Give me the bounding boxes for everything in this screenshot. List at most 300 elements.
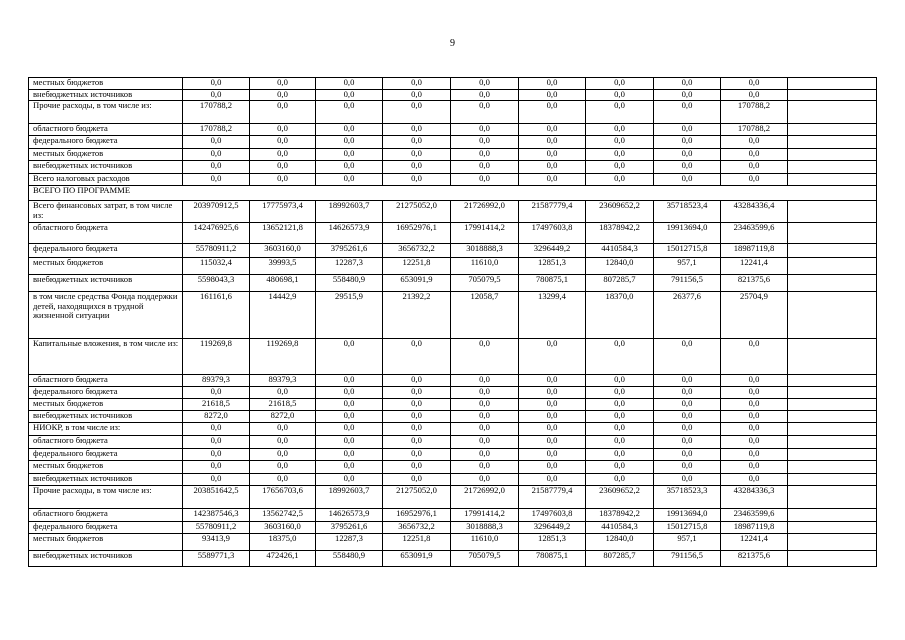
empty-cell	[788, 275, 877, 292]
value-cell: 0,0	[316, 149, 383, 161]
value-cell: 39993,5	[250, 258, 316, 275]
value-cell: 0,0	[654, 339, 721, 375]
row-label: Прочие расходы, в том числе из:	[29, 486, 183, 509]
value-cell: 16952976,1	[383, 509, 451, 522]
value-cell: 0,0	[586, 78, 654, 90]
empty-cell	[788, 161, 877, 174]
row-label: федерального бюджета	[29, 522, 183, 534]
empty-cell	[788, 399, 877, 411]
value-cell: 0,0	[586, 474, 654, 486]
value-cell: 43284336,3	[721, 486, 788, 509]
empty-cell	[788, 136, 877, 149]
table-row	[29, 411, 877, 423]
value-cell: 0,0	[654, 101, 721, 124]
value-cell: 12287,3	[316, 258, 383, 275]
value-cell: 16952976,1	[383, 223, 451, 244]
value-cell: 12851,3	[519, 534, 586, 551]
row-label: федерального бюджета	[29, 449, 183, 461]
value-cell: 0,0	[451, 399, 519, 411]
value-cell: 0,0	[250, 149, 316, 161]
value-cell: 0,0	[654, 423, 721, 436]
table-row	[29, 551, 877, 567]
value-cell: 558480,9	[316, 551, 383, 567]
empty-cell	[788, 486, 877, 509]
value-cell: 14442,9	[250, 292, 316, 339]
value-cell: 0,0	[519, 461, 586, 474]
empty-cell	[788, 223, 877, 244]
section-header-row	[29, 186, 877, 201]
value-cell: 0,0	[451, 375, 519, 387]
value-cell: 0,0	[519, 78, 586, 90]
empty-cell	[788, 534, 877, 551]
value-cell: 0,0	[316, 387, 383, 399]
row-label: местных бюджетов	[29, 399, 183, 411]
value-cell: 0,0	[721, 90, 788, 101]
row-label: Капитальные вложения, в том числе из:	[29, 339, 183, 375]
empty-cell	[788, 101, 877, 124]
value-cell: 0,0	[451, 474, 519, 486]
row-label: областного бюджета	[29, 124, 183, 136]
value-cell: 0,0	[451, 78, 519, 90]
value-cell: 4410584,3	[586, 522, 654, 534]
table-row	[29, 436, 877, 449]
value-cell: 0,0	[383, 461, 451, 474]
value-cell: 12058,7	[451, 292, 519, 339]
value-cell: 0,0	[654, 411, 721, 423]
value-cell: 0,0	[451, 449, 519, 461]
row-label: внебюджетных источников	[29, 551, 183, 567]
value-cell: 0,0	[383, 449, 451, 461]
value-cell: 0,0	[451, 136, 519, 149]
row-label: федерального бюджета	[29, 136, 183, 149]
value-cell: 0,0	[250, 136, 316, 149]
value-cell: 5598043,3	[183, 275, 250, 292]
value-cell: 35718523,4	[654, 201, 721, 223]
row-label: местных бюджетов	[29, 78, 183, 90]
value-cell: 89379,3	[183, 375, 250, 387]
value-cell: 0,0	[383, 174, 451, 186]
value-cell: 0,0	[383, 136, 451, 149]
table-row	[29, 244, 877, 258]
row-label: Всего налоговых расходов	[29, 174, 183, 186]
value-cell: 0,0	[721, 474, 788, 486]
value-cell: 0,0	[721, 449, 788, 461]
value-cell: 780875,1	[519, 551, 586, 567]
table-row	[29, 161, 877, 174]
value-cell: 18987119,8	[721, 244, 788, 258]
empty-cell	[788, 387, 877, 399]
empty-cell	[788, 551, 877, 567]
budget-table	[28, 77, 877, 567]
value-cell: 0,0	[519, 375, 586, 387]
table-row	[29, 174, 877, 186]
value-cell: 653091,9	[383, 275, 451, 292]
value-cell: 0,0	[586, 161, 654, 174]
value-cell: 13562742,5	[250, 509, 316, 522]
row-label: местных бюджетов	[29, 258, 183, 275]
value-cell: 0,0	[316, 101, 383, 124]
value-cell: 21275052,0	[383, 201, 451, 223]
value-cell: 0,0	[654, 449, 721, 461]
value-cell: 0,0	[654, 399, 721, 411]
value-cell: 18992603,7	[316, 201, 383, 223]
value-cell: 0,0	[721, 399, 788, 411]
value-cell: 0,0	[451, 411, 519, 423]
value-cell: 0,0	[586, 90, 654, 101]
value-cell: 0,0	[721, 339, 788, 375]
value-cell: 0,0	[519, 449, 586, 461]
value-cell: 0,0	[183, 149, 250, 161]
value-cell: 480698,1	[250, 275, 316, 292]
value-cell: 12851,3	[519, 258, 586, 275]
value-cell: 0,0	[451, 149, 519, 161]
value-cell: 0,0	[519, 161, 586, 174]
table-row	[29, 387, 877, 399]
value-cell: 705079,5	[451, 275, 519, 292]
value-cell: 0,0	[654, 436, 721, 449]
table-row	[29, 78, 877, 90]
value-cell: 21726992,0	[451, 201, 519, 223]
value-cell: 0,0	[316, 474, 383, 486]
row-label: областного бюджета	[29, 375, 183, 387]
value-cell: 0,0	[654, 124, 721, 136]
value-cell: 0,0	[383, 387, 451, 399]
empty-cell	[788, 509, 877, 522]
value-cell: 12251,8	[383, 258, 451, 275]
value-cell: 0,0	[183, 423, 250, 436]
value-cell: 14626573,9	[316, 223, 383, 244]
value-cell: 5589771,3	[183, 551, 250, 567]
value-cell: 0,0	[586, 449, 654, 461]
value-cell: 0,0	[586, 375, 654, 387]
value-cell: 17656703,6	[250, 486, 316, 509]
value-cell: 0,0	[451, 461, 519, 474]
value-cell: 3795261,6	[316, 522, 383, 534]
value-cell: 11610,0	[451, 258, 519, 275]
empty-cell	[788, 411, 877, 423]
value-cell: 0,0	[721, 149, 788, 161]
empty-cell	[788, 90, 877, 101]
value-cell: 0,0	[519, 174, 586, 186]
value-cell: 13652121,8	[250, 223, 316, 244]
value-cell: 8272,0	[250, 411, 316, 423]
empty-cell	[788, 78, 877, 90]
value-cell: 0,0	[250, 423, 316, 436]
value-cell: 807285,7	[586, 551, 654, 567]
value-cell: 0,0	[519, 411, 586, 423]
value-cell: 472426,1	[250, 551, 316, 567]
value-cell: 0,0	[721, 78, 788, 90]
value-cell: 0,0	[250, 124, 316, 136]
value-cell: 0,0	[721, 423, 788, 436]
value-cell: 0,0	[383, 436, 451, 449]
empty-cell	[788, 375, 877, 387]
value-cell: 170788,2	[721, 124, 788, 136]
value-cell: 0,0	[721, 436, 788, 449]
value-cell: 3656732,2	[383, 244, 451, 258]
table-row	[29, 461, 877, 474]
value-cell: 705079,5	[451, 551, 519, 567]
value-cell: 0,0	[183, 136, 250, 149]
value-cell: 0,0	[451, 436, 519, 449]
value-cell: 23609652,2	[586, 201, 654, 223]
row-label: Прочие расходы, в том числе из:	[29, 101, 183, 124]
value-cell: 119269,8	[183, 339, 250, 375]
value-cell: 0,0	[721, 136, 788, 149]
table-row	[29, 223, 877, 244]
table-row	[29, 101, 877, 124]
value-cell: 18987119,8	[721, 522, 788, 534]
value-cell: 0,0	[519, 423, 586, 436]
value-cell: 0,0	[586, 423, 654, 436]
empty-cell	[788, 436, 877, 449]
empty-cell	[788, 124, 877, 136]
value-cell: 3296449,2	[519, 522, 586, 534]
value-cell: 0,0	[383, 474, 451, 486]
value-cell: 0,0	[250, 78, 316, 90]
row-label: внебюджетных источников	[29, 275, 183, 292]
value-cell: 0,0	[721, 161, 788, 174]
value-cell: 0,0	[383, 101, 451, 124]
value-cell: 0,0	[654, 161, 721, 174]
value-cell: 0,0	[721, 174, 788, 186]
value-cell: 0,0	[250, 461, 316, 474]
value-cell: 0,0	[654, 136, 721, 149]
value-cell: 0,0	[654, 174, 721, 186]
value-cell: 0,0	[451, 161, 519, 174]
value-cell: 0,0	[519, 136, 586, 149]
value-cell: 12241,4	[721, 534, 788, 551]
table-row	[29, 124, 877, 136]
value-cell: 8272,0	[183, 411, 250, 423]
table-row	[29, 339, 877, 375]
value-cell: 0,0	[183, 387, 250, 399]
value-cell: 0,0	[316, 174, 383, 186]
row-label: в том числе средства Фонда поддержки детей, находящихся в трудной жизненной ситуации	[29, 292, 183, 339]
value-cell: 0,0	[316, 161, 383, 174]
value-cell: 0,0	[383, 423, 451, 436]
value-cell: 203970912,5	[183, 201, 250, 223]
value-cell: 0,0	[519, 149, 586, 161]
row-label: федерального бюджета	[29, 387, 183, 399]
value-cell: 18378942,2	[586, 509, 654, 522]
empty-cell	[788, 423, 877, 436]
table-row	[29, 509, 877, 522]
value-cell: 0,0	[316, 339, 383, 375]
value-cell: 0,0	[183, 161, 250, 174]
value-cell: 653091,9	[383, 551, 451, 567]
row-label: областного бюджета	[29, 509, 183, 522]
row-label: местных бюджетов	[29, 149, 183, 161]
value-cell: 0,0	[586, 436, 654, 449]
value-cell: 957,1	[654, 258, 721, 275]
value-cell: 3656732,2	[383, 522, 451, 534]
value-cell: 19913694,0	[654, 509, 721, 522]
value-cell: 0,0	[316, 375, 383, 387]
value-cell: 0,0	[250, 449, 316, 461]
value-cell: 0,0	[721, 411, 788, 423]
value-cell: 18375,0	[250, 534, 316, 551]
value-cell: 17497603,8	[519, 223, 586, 244]
value-cell: 142476925,6	[183, 223, 250, 244]
value-cell: 791156,5	[654, 275, 721, 292]
value-cell: 0,0	[519, 90, 586, 101]
value-cell: 89379,3	[250, 375, 316, 387]
value-cell: 35718523,3	[654, 486, 721, 509]
value-cell: 807285,7	[586, 275, 654, 292]
value-cell: 3018888,3	[451, 244, 519, 258]
value-cell: 14626573,9	[316, 509, 383, 522]
row-label: областного бюджета	[29, 223, 183, 244]
value-cell: 0,0	[654, 90, 721, 101]
empty-cell	[788, 461, 877, 474]
value-cell: 0,0	[451, 387, 519, 399]
value-cell: 12840,0	[586, 258, 654, 275]
value-cell: 12241,4	[721, 258, 788, 275]
value-cell: 0,0	[654, 387, 721, 399]
value-cell: 3795261,6	[316, 244, 383, 258]
value-cell: 0,0	[721, 387, 788, 399]
value-cell: 558480,9	[316, 275, 383, 292]
value-cell: 0,0	[316, 90, 383, 101]
empty-cell	[788, 258, 877, 275]
value-cell: 0,0	[316, 449, 383, 461]
row-label: внебюджетных источников	[29, 161, 183, 174]
table-row	[29, 399, 877, 411]
value-cell: 0,0	[586, 411, 654, 423]
value-cell: 3018888,3	[451, 522, 519, 534]
value-cell: 0,0	[519, 474, 586, 486]
value-cell: 0,0	[519, 339, 586, 375]
value-cell: 0,0	[519, 101, 586, 124]
value-cell: 0,0	[519, 399, 586, 411]
value-cell: 0,0	[316, 124, 383, 136]
value-cell: 0,0	[586, 387, 654, 399]
value-cell: 11610,0	[451, 534, 519, 551]
value-cell: 3296449,2	[519, 244, 586, 258]
table-row	[29, 258, 877, 275]
value-cell: 21618,5	[250, 399, 316, 411]
empty-cell	[788, 149, 877, 161]
value-cell: 0,0	[586, 461, 654, 474]
value-cell: 12287,3	[316, 534, 383, 551]
value-cell: 0,0	[183, 78, 250, 90]
value-cell: 23609652,2	[586, 486, 654, 509]
value-cell: 0,0	[383, 149, 451, 161]
value-cell: 19913694,0	[654, 223, 721, 244]
value-cell: 15012715,8	[654, 522, 721, 534]
value-cell: 0,0	[316, 436, 383, 449]
table-row	[29, 486, 877, 509]
value-cell: 142387546,3	[183, 509, 250, 522]
value-cell: 957,1	[654, 534, 721, 551]
value-cell: 0,0	[383, 90, 451, 101]
row-label: внебюджетных источников	[29, 474, 183, 486]
empty-cell	[788, 474, 877, 486]
value-cell: 0,0	[383, 339, 451, 375]
value-cell: 0,0	[451, 174, 519, 186]
value-cell: 18370,0	[586, 292, 654, 339]
table-row	[29, 201, 877, 223]
value-cell: 170788,2	[721, 101, 788, 124]
value-cell: 21726992,0	[451, 486, 519, 509]
value-cell: 0,0	[183, 174, 250, 186]
table-row	[29, 534, 877, 551]
value-cell: 0,0	[654, 474, 721, 486]
value-cell: 0,0	[383, 78, 451, 90]
value-cell: 0,0	[250, 474, 316, 486]
value-cell: 18378942,2	[586, 223, 654, 244]
table-row	[29, 149, 877, 161]
value-cell: 3603160,0	[250, 522, 316, 534]
empty-cell	[788, 339, 877, 375]
empty-cell	[788, 244, 877, 258]
value-cell: 0,0	[519, 124, 586, 136]
value-cell: 115032,4	[183, 258, 250, 275]
value-cell: 0,0	[654, 461, 721, 474]
table-row	[29, 292, 877, 339]
value-cell: 0,0	[250, 436, 316, 449]
row-label: федерального бюджета	[29, 244, 183, 258]
value-cell: 21587779,4	[519, 201, 586, 223]
value-cell: 17775973,4	[250, 201, 316, 223]
value-cell: 119269,8	[250, 339, 316, 375]
value-cell: 821375,6	[721, 551, 788, 567]
value-cell: 0,0	[383, 124, 451, 136]
row-label: внебюджетных источников	[29, 411, 183, 423]
value-cell: 0,0	[183, 474, 250, 486]
value-cell: 0,0	[250, 101, 316, 124]
value-cell: 0,0	[316, 423, 383, 436]
value-cell: 0,0	[586, 136, 654, 149]
value-cell: 0,0	[654, 149, 721, 161]
value-cell: 0,0	[316, 136, 383, 149]
value-cell: 0,0	[183, 436, 250, 449]
value-cell: 0,0	[519, 436, 586, 449]
empty-cell	[788, 449, 877, 461]
table-row	[29, 375, 877, 387]
table-row	[29, 522, 877, 534]
value-cell: 170788,2	[183, 101, 250, 124]
value-cell: 12840,0	[586, 534, 654, 551]
value-cell: 21392,2	[383, 292, 451, 339]
section-title: ВСЕГО ПО ПРОГРАММЕ	[29, 186, 877, 201]
table-row	[29, 136, 877, 149]
row-label: местных бюджетов	[29, 534, 183, 551]
value-cell: 0,0	[316, 461, 383, 474]
value-cell: 0,0	[519, 387, 586, 399]
table-row	[29, 90, 877, 101]
value-cell: 0,0	[250, 90, 316, 101]
value-cell: 25704,9	[721, 292, 788, 339]
value-cell: 0,0	[451, 339, 519, 375]
value-cell: 0,0	[654, 78, 721, 90]
value-cell: 0,0	[586, 101, 654, 124]
value-cell: 29515,9	[316, 292, 383, 339]
value-cell: 15012715,8	[654, 244, 721, 258]
value-cell: 170788,2	[183, 124, 250, 136]
value-cell: 21618,5	[183, 399, 250, 411]
value-cell: 780875,1	[519, 275, 586, 292]
value-cell: 17991414,2	[451, 223, 519, 244]
value-cell: 203851642,5	[183, 486, 250, 509]
value-cell: 0,0	[316, 399, 383, 411]
value-cell: 3603160,0	[250, 244, 316, 258]
empty-cell	[788, 522, 877, 534]
table-row	[29, 474, 877, 486]
value-cell: 23463599,6	[721, 223, 788, 244]
value-cell: 23463599,6	[721, 509, 788, 522]
